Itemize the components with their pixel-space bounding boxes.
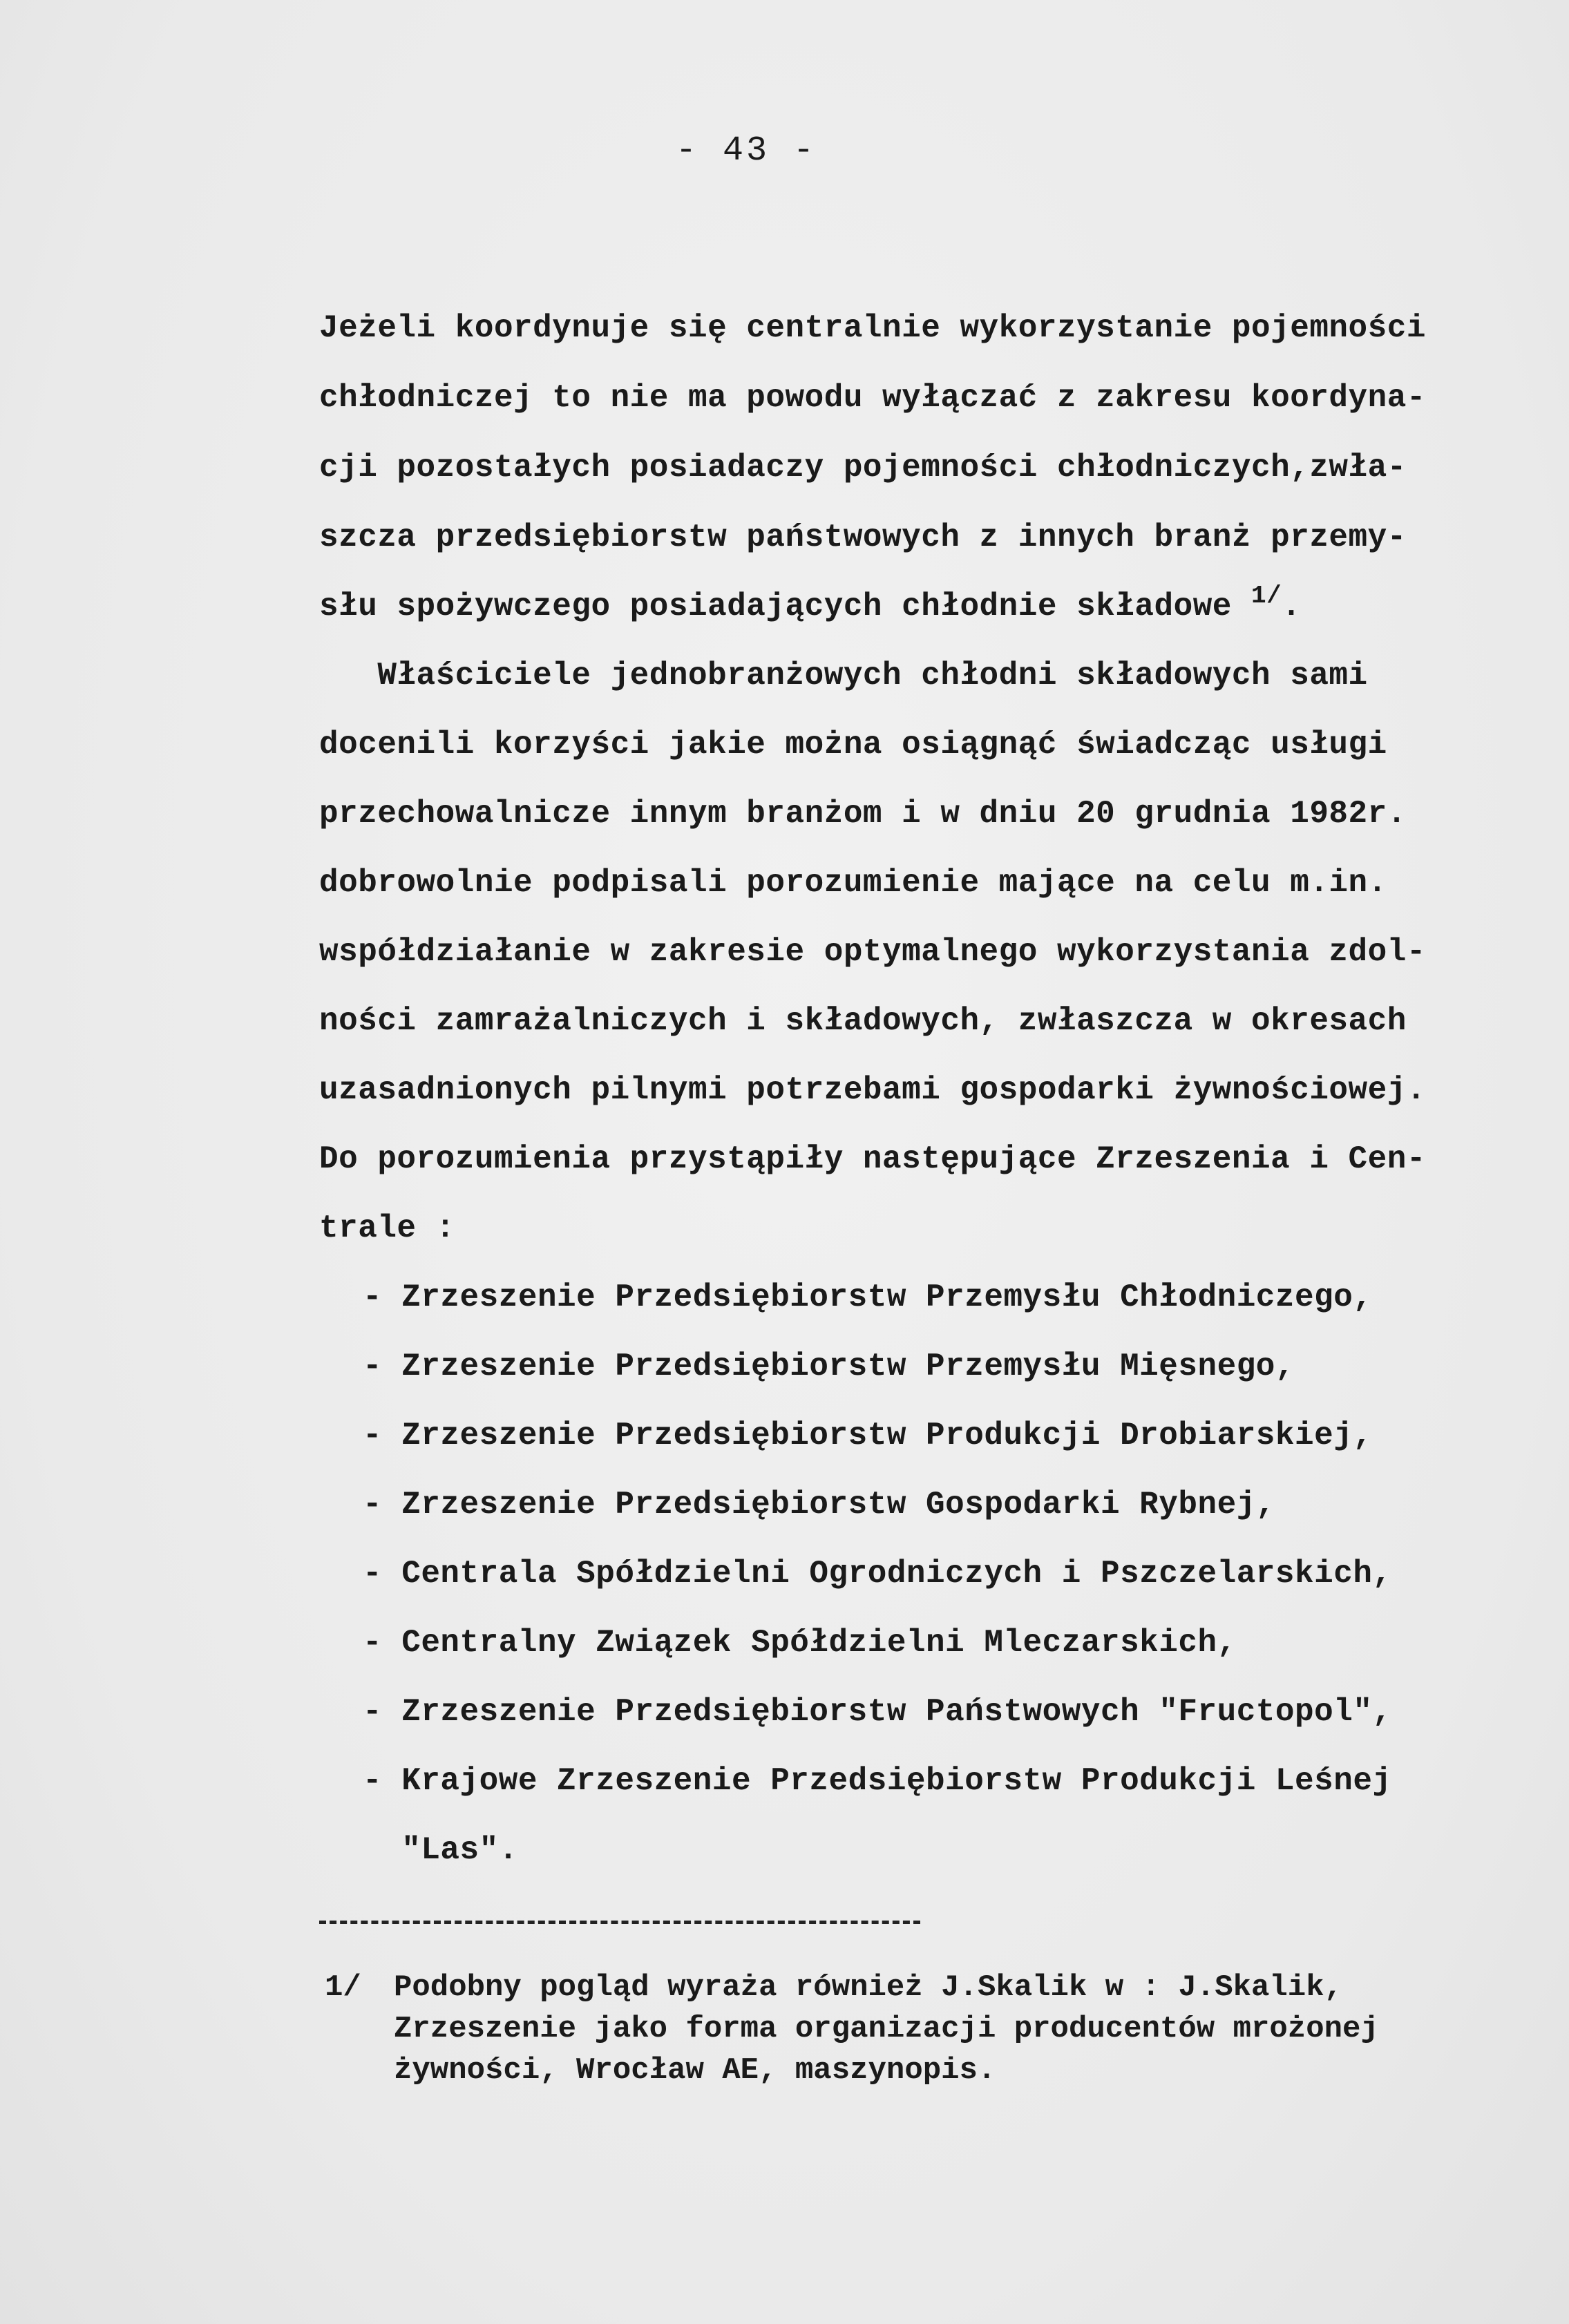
member-list-item: - Centralny Związek Spółdzielni Mleczarskich, — [363, 1625, 1237, 1661]
footnote-reference: 1/ — [1251, 582, 1282, 610]
member-list-item: - Krajowe Zrzeszenie Przedsiębiorstw Produkcji Leśnej — [363, 1763, 1392, 1799]
member-list-item: "Las". — [363, 1832, 518, 1868]
paragraph-1-line-5-text: słu spożywczego posiadających chłodnie składowe — [319, 589, 1232, 625]
member-list-item: - Zrzeszenie Przedsiębiorstw Produkcji Drobiarskiej, — [363, 1418, 1373, 1454]
member-list-item: - Zrzeszenie Przedsiębiorstw Przemysłu Mięsnego, — [363, 1349, 1295, 1384]
member-list-item: - Zrzeszenie Przedsiębiorstw Przemysłu Chłodniczego, — [363, 1279, 1373, 1315]
footnote-separator — [319, 1921, 920, 1924]
footnote-line-2: Zrzeszenie jako forma organizacji producentów mrożonej — [394, 2012, 1379, 2046]
paragraph-2-line-8: Do porozumienia przystąpiły następujące Zrzeszenia i Cen- — [319, 1141, 1426, 1177]
footnote-line-3: żywności, Wrocław AE, maszynopis. — [394, 2053, 996, 2088]
paragraph-2-line-6: ności zamrażalniczych i składowych, zwłaszcza w okresach — [319, 1003, 1407, 1039]
paragraph-1-line-3: cji pozostałych posiadaczy pojemności chłodniczych,zwła- — [319, 450, 1407, 486]
paragraph-1-line-2: chłodniczej to nie ma powodu wyłączać z zakresu koordyna- — [319, 380, 1426, 416]
paragraph-1-line-5 — [319, 582, 1302, 625]
member-list-item: - Centrala Spółdzielni Ogrodniczych i Pszczelarskich, — [363, 1556, 1392, 1592]
member-list-item: - Zrzeszenie Przedsiębiorstw Państwowych "Fructopol", — [363, 1694, 1392, 1730]
footnote-marker: 1/ — [325, 1970, 361, 2005]
paragraph-2-line-7: uzasadnionych pilnymi potrzebami gospodarki żywnościowej. — [319, 1072, 1426, 1108]
member-list-item: - Zrzeszenie Przedsiębiorstw Gospodarki Rybnej, — [363, 1487, 1275, 1523]
paragraph-1-line-1: Jeżeli koordynuje się centralnie wykorzystanie pojemności — [319, 310, 1426, 346]
paragraph-1-line-4: szcza przedsiębiorstw państwowych z innych branż przemy- — [319, 520, 1407, 555]
paragraph-2-line-4: dobrowolnie podpisali porozumienie mające na celu m.in. — [319, 865, 1387, 901]
paragraph-2-line-1: Właściciele jednobranżowych chłodni składowych sami — [319, 658, 1368, 694]
paragraph-2-line-9: trale : — [319, 1210, 455, 1246]
footnote-reference-tail: . — [1282, 589, 1302, 625]
footnote-line-1: Podobny pogląd wyraża również J.Skalik w : J.Skalik, — [394, 1970, 1343, 2005]
paragraph-2-line-2: docenili korzyści jakie można osiągnąć świadcząc usługi — [319, 727, 1387, 763]
page-number: - 43 - — [675, 131, 817, 171]
paragraph-2-line-5: współdziałanie w zakresie optymalnego wykorzystania zdol- — [319, 934, 1426, 970]
paragraph-2-line-3: przechowalnicze innym branżom i w dniu 20 grudnia 1982r. — [319, 796, 1407, 832]
